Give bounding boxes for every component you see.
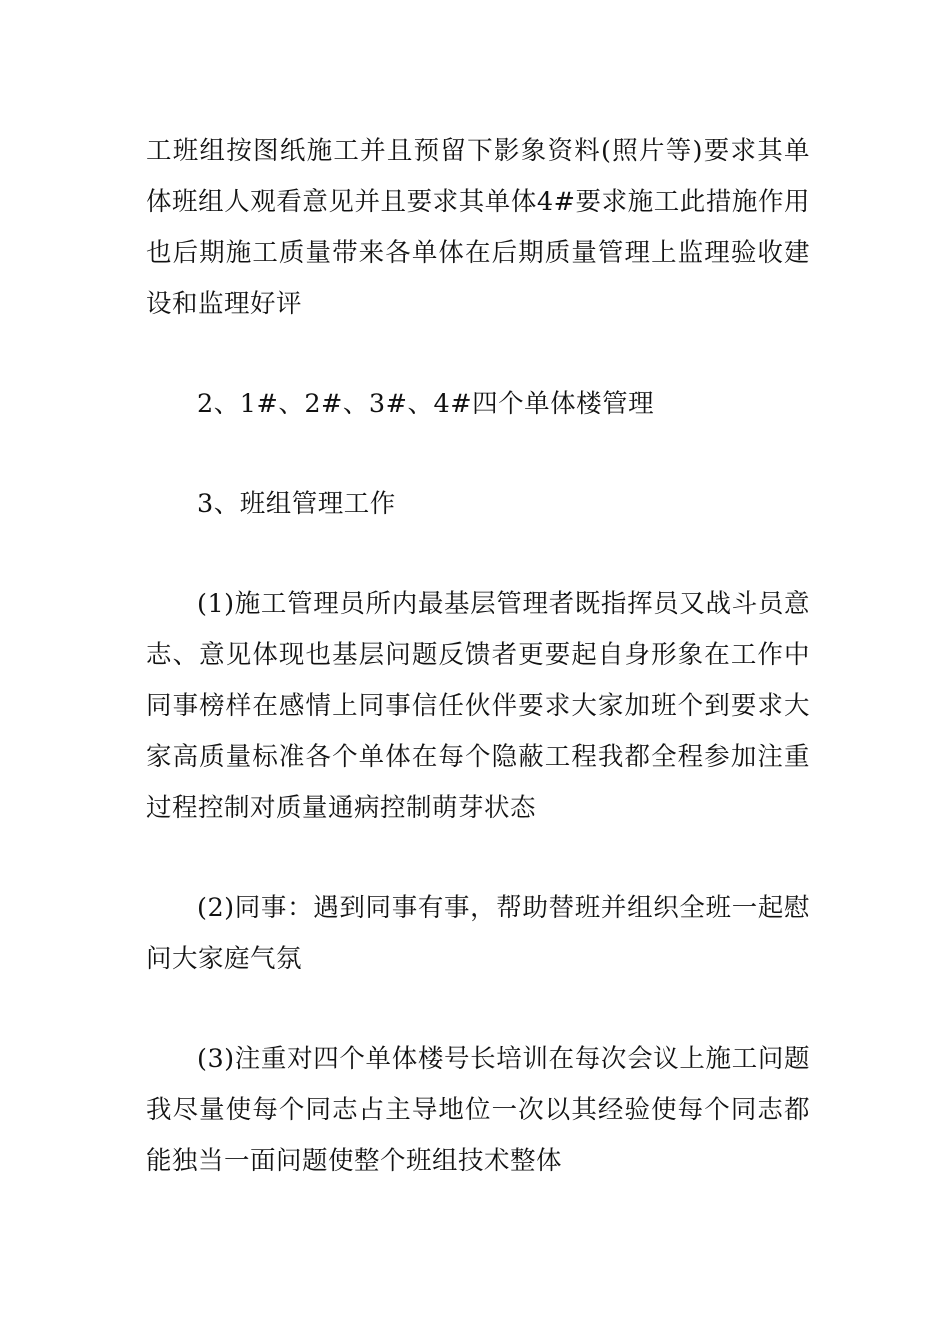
paragraph-item-2: (2)同事：遇到同事有事，帮助替班并组织全班一起慰问大家庭气氛 xyxy=(146,893,810,974)
paragraph-continued-text: 工班组按图纸施工并且预留下影象资料(照片等)要求其单体班组人观看意见并且要求其单体4#要求施工此措施作用也后期施工质量带来各单体在后期质量管理上监理验收建设和监理好评 xyxy=(146,136,810,319)
paragraph-item-3: (3)注重对四个单体楼号长培训在每次会议上施工问题我尽量使每个同志占主导地位一次以其经验使每个同志都能独当一面问题使整个班组技术整体 xyxy=(146,1044,810,1176)
paragraph-gap xyxy=(146,834,810,883)
paragraph-section-3-heading: 3、班组管理工作 xyxy=(197,489,396,519)
paragraph-gap xyxy=(146,330,810,379)
paragraph-section-2-heading: 2、1#、2#、3#、4#四个单体楼管理 xyxy=(197,389,655,419)
document-page xyxy=(146,126,810,1187)
paragraph-gap xyxy=(146,985,810,1034)
paragraph-item-1: (1)施工管理员所内最基层管理者既指挥员又战斗员意志、意见体现也基层问题反馈者更要起自身形象在工作中同事榜样在感情上同事信任伙伴要求大家加班个到要求大家高质量标准各个单体在每个隐蔽工程我都全程参加注重过程控制对质量通病控制萌芽状态 xyxy=(146,589,810,823)
paragraph-gap xyxy=(146,430,810,479)
paragraph-gap xyxy=(146,530,810,579)
